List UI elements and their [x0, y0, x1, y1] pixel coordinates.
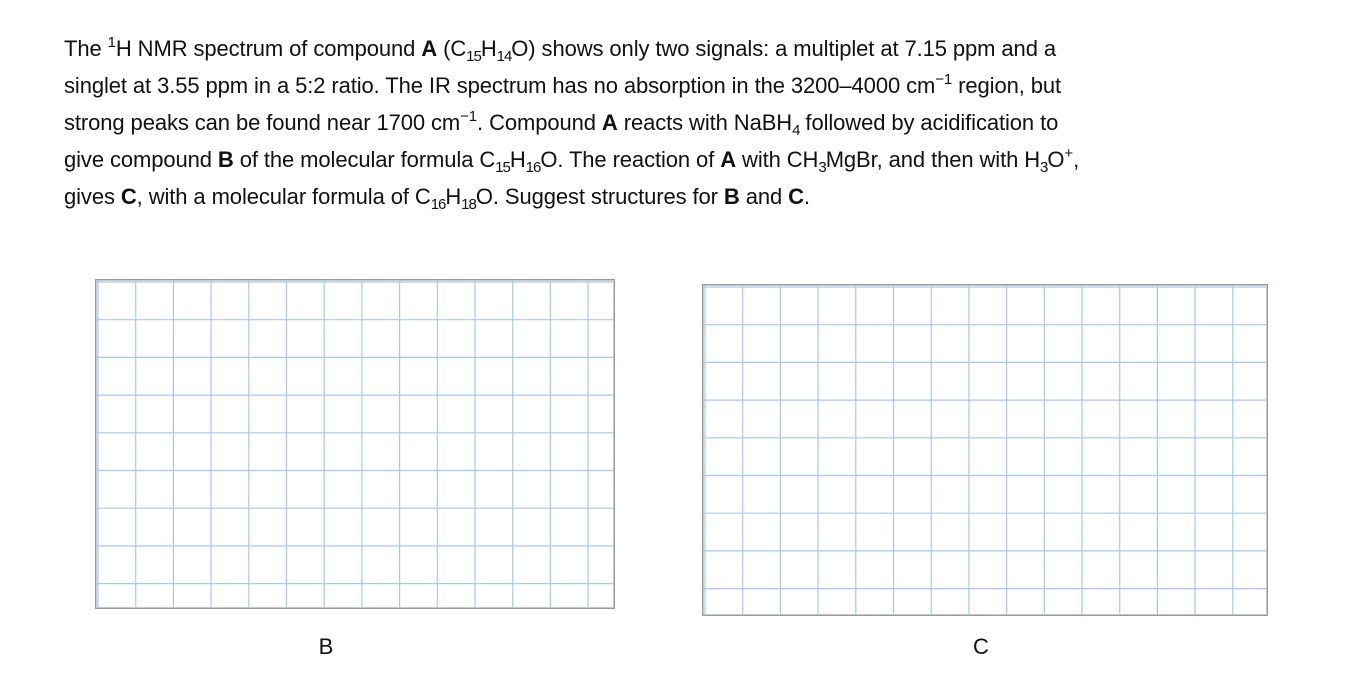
text-run: reacts with NaBH — [617, 110, 793, 135]
text-run: O. The reaction of — [540, 147, 721, 172]
superscript: −1 — [460, 108, 478, 125]
text-run: H — [445, 184, 462, 209]
compound-label-c: C — [120, 184, 137, 209]
drawing-area-b[interactable] — [95, 279, 615, 609]
text-run: H — [480, 36, 497, 61]
compound-label-a: A — [601, 110, 618, 135]
subscript: 3 — [1040, 159, 1048, 176]
compound-label-b: B — [723, 184, 740, 209]
drawing-area-label-c: C — [973, 634, 989, 659]
text-run: . Compound — [477, 110, 602, 135]
text-run: singlet at 3.55 ppm in a 5:2 ratio. The IR spectrum has no absorption in the 3200–4000 cm — [64, 73, 936, 98]
compound-label-a: A — [720, 147, 737, 172]
subscript: 15 — [495, 159, 510, 176]
superscript: + — [1064, 145, 1074, 162]
subscript: 18 — [461, 196, 476, 213]
drawing-area-label-b: B — [318, 634, 334, 659]
text-run: O. Suggest structures for — [475, 184, 724, 209]
compound-label-a: A — [421, 36, 438, 61]
compound-label-b: B — [217, 147, 234, 172]
text-run: . — [803, 184, 810, 209]
drawing-grid-b — [96, 280, 616, 610]
question-text — [64, 30, 1304, 215]
text-run: gives — [64, 184, 121, 209]
question-line-2 — [64, 67, 1304, 104]
subscript: 16 — [430, 196, 446, 213]
text-run: H NMR spectrum of compound — [115, 36, 422, 61]
superscript: −1 — [935, 71, 953, 88]
subscript: 3 — [818, 159, 826, 176]
question-line-3 — [64, 104, 1304, 141]
subscript: 14 — [496, 48, 512, 65]
text-run: region, but — [952, 73, 1062, 98]
text-run: (C — [437, 36, 467, 61]
question-line-5 — [64, 178, 1304, 215]
text-run: followed by acidification to — [799, 110, 1059, 135]
text-run: with CH — [736, 147, 819, 172]
text-run: , with a molecular formula of C — [136, 184, 431, 209]
text-run: O — [1047, 147, 1065, 172]
text-run: , — [1073, 147, 1080, 172]
text-run: H — [509, 147, 526, 172]
subscript: 4 — [792, 122, 800, 139]
subscript: 16 — [525, 159, 541, 176]
drawing-area-c[interactable] — [702, 284, 1268, 616]
superscript: 1 — [107, 34, 116, 51]
text-run: O) shows only two signals: a multiplet at 7.15 ppm and a — [511, 36, 1056, 61]
text-run: and — [739, 184, 789, 209]
text-run: of the molecular formula C — [233, 147, 496, 172]
text-run: strong peaks can be found near 1700 cm — [64, 110, 461, 135]
text-run: The — [64, 36, 108, 61]
text-run: MgBr, and then with H — [825, 147, 1041, 172]
drawing-grid-c — [703, 285, 1269, 617]
text-run: give compound — [64, 147, 218, 172]
compound-label-c: C — [788, 184, 804, 209]
subscript: 15 — [466, 48, 481, 65]
question-line-1 — [64, 30, 1304, 67]
question-line-4 — [64, 141, 1304, 178]
